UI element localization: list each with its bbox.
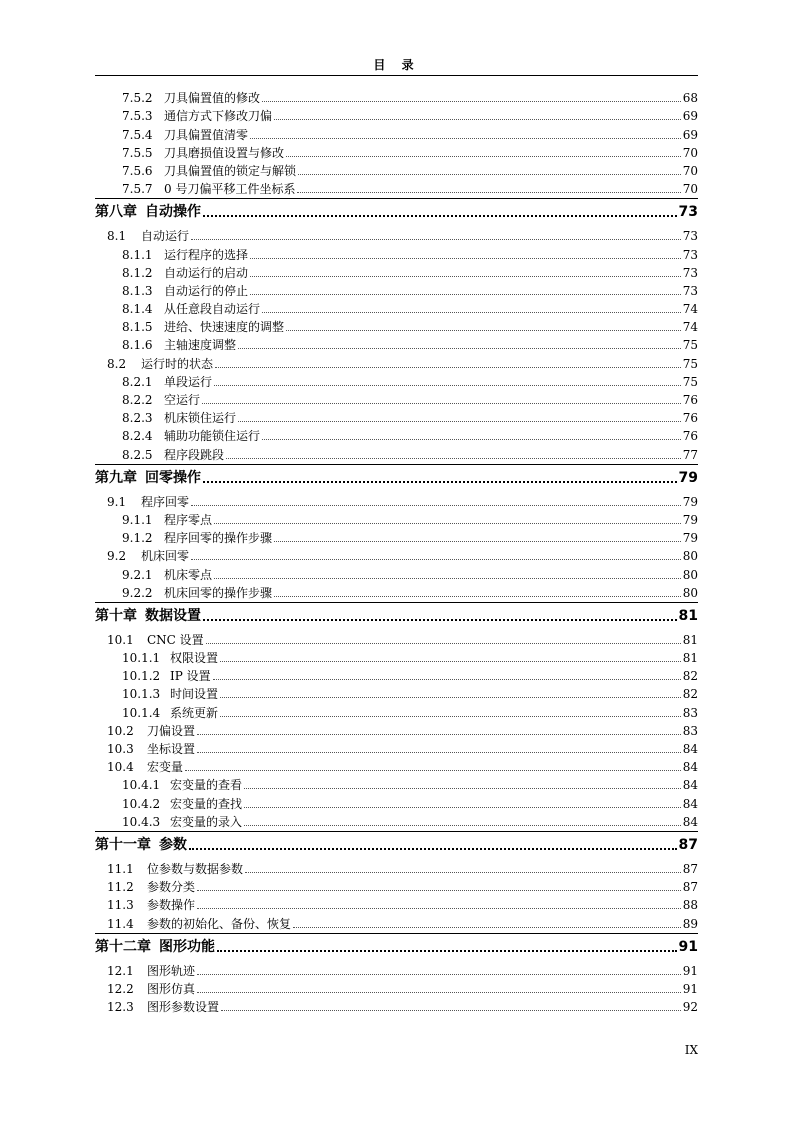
toc-entry-number: 10.2: [107, 723, 134, 738]
toc-entry-number: 第九章: [95, 469, 137, 486]
toc-entry[interactable]: [95, 142, 698, 160]
toc-entry-title: 进给、快速速度的调整: [164, 320, 285, 335]
toc-entry-page: 84: [682, 778, 698, 793]
toc-entry-number: 8.2.3: [122, 411, 153, 426]
dot-leader: [203, 215, 677, 217]
dot-leader: [297, 192, 680, 193]
toc-entry[interactable]: [95, 701, 698, 719]
toc-entry-title: 机床零点: [164, 567, 213, 582]
toc-entry-page: 70: [682, 145, 698, 160]
dot-leader: [244, 807, 681, 808]
toc-entry-page: 82: [682, 669, 698, 684]
toc-entry-number: 9.1.2: [122, 531, 153, 546]
toc-entry-number: 8.1.2: [122, 265, 153, 280]
toc-entry-title: 位参数与数据参数: [147, 861, 244, 876]
toc-entry-page: 92: [682, 1000, 698, 1015]
toc-entry[interactable]: [95, 389, 698, 407]
toc-entry-page: 76: [682, 393, 698, 407]
toc-entry-page: 77: [682, 447, 698, 462]
dot-leader: [214, 385, 681, 386]
toc-entry-number: 8.2: [107, 356, 127, 371]
toc-entry[interactable]: [95, 509, 698, 527]
toc-entry-title: CNC 设置: [147, 632, 204, 647]
toc-chapter-entry[interactable]: [95, 602, 698, 629]
toc-entry-page: 87: [678, 836, 698, 853]
dot-leader: [202, 403, 681, 404]
toc-entry[interactable]: [95, 425, 698, 443]
page-number: IX: [684, 1043, 698, 1057]
dot-leader: [197, 908, 681, 909]
toc-entry-title: 机床回零: [141, 549, 190, 564]
toc-entry-title: 参数的初始化、备份、恢复: [147, 916, 292, 931]
toc-entry[interactable]: [95, 123, 698, 141]
toc-entry-page: 84: [682, 742, 698, 756]
toc-entry[interactable]: [95, 243, 698, 261]
toc-entry-title: 参数分类: [147, 880, 196, 895]
toc-entry[interactable]: [95, 491, 698, 509]
toc-entry[interactable]: [95, 756, 698, 774]
toc-entry-number: 8.2.4: [122, 429, 153, 444]
toc-entry[interactable]: [95, 262, 698, 280]
toc-entry[interactable]: [95, 912, 698, 930]
toc-entry[interactable]: [95, 683, 698, 701]
toc-entry-number: 9.2: [107, 549, 127, 564]
toc-entry-title: 自动运行: [141, 229, 190, 244]
toc-entry-title: 程序段跳段: [164, 447, 225, 462]
toc-entry-number: 10.1.1: [122, 651, 161, 666]
toc-entry-title: IP 设置: [170, 669, 211, 684]
dot-leader: [250, 294, 681, 295]
toc-entry-title: 刀具磨损值设置与修改: [164, 145, 285, 160]
toc-entry-title: 单段运行: [164, 374, 213, 389]
toc-entry[interactable]: [95, 178, 698, 196]
toc-entry-page: 83: [682, 705, 698, 720]
toc-entry-page: 73: [682, 283, 698, 298]
toc-entry[interactable]: [95, 647, 698, 665]
toc-entry-number: 8.1.1: [122, 247, 153, 262]
toc-entry[interactable]: [95, 978, 698, 996]
dot-leader: [197, 752, 681, 753]
toc-entry-title: 刀具偏置值的修改: [164, 91, 261, 106]
toc-entry-number: 11.4: [107, 916, 134, 931]
toc-entry-title: 宏变量的查看: [170, 778, 243, 793]
toc-entry[interactable]: [95, 371, 698, 389]
toc-entry-title: 自动运行的启动: [164, 265, 249, 280]
toc-entry-number: 10.4.2: [122, 796, 161, 811]
toc-entry-title: 刀具偏置值清零: [164, 127, 249, 142]
page-header-title: 目 录: [373, 58, 420, 72]
toc-entry-title: 辅助功能锁住运行: [164, 429, 261, 444]
dot-leader: [238, 421, 681, 422]
toc-entry-title: 回零操作: [145, 469, 201, 486]
dot-leader: [221, 1010, 681, 1011]
toc-entry[interactable]: [95, 352, 698, 370]
toc-entry-page: 74: [682, 320, 698, 335]
toc-entry-number: 10.1.3: [122, 687, 161, 702]
toc-entry-number: 7.5.6: [122, 163, 153, 178]
toc-entry-page: 74: [682, 302, 698, 317]
dot-leader: [220, 697, 681, 698]
toc-entry-number: 第十一章: [95, 836, 151, 853]
toc-entry-page: 81: [682, 632, 698, 647]
toc-entry-page: 70: [682, 182, 698, 197]
toc-entry-number: 8.1.4: [122, 302, 153, 317]
dot-leader: [215, 367, 681, 368]
dot-leader: [185, 770, 681, 771]
toc-entry-page: 79: [682, 531, 698, 546]
toc-entry[interactable]: [95, 774, 698, 792]
toc-entry[interactable]: [95, 225, 698, 243]
dot-leader: [214, 578, 681, 579]
toc-entry-page: 87: [682, 861, 698, 876]
toc-entry-page: 89: [682, 916, 698, 931]
dot-leader: [274, 119, 681, 120]
toc-entry-number: 9.2.1: [122, 567, 153, 582]
dot-leader: [274, 596, 681, 597]
toc-entry-title: 参数操作: [147, 898, 196, 913]
toc-entry-page: 91: [682, 981, 698, 996]
toc-entry-page: 68: [682, 91, 698, 106]
toc-entry[interactable]: [95, 527, 698, 545]
header-rule: [95, 75, 698, 76]
dot-leader: [197, 734, 681, 735]
toc-entry-number: 10.1: [107, 632, 134, 647]
toc-entry-number: 9.2.2: [122, 585, 153, 600]
toc-entry-page: 75: [682, 374, 698, 389]
toc-entry-title: 系统更新: [170, 705, 219, 720]
toc-entry-page: 75: [682, 338, 698, 353]
toc-entry-number: 7.5.5: [122, 145, 153, 160]
toc-entry-title: 自动操作: [145, 204, 201, 221]
toc-entry-number: 7.5.7: [122, 182, 153, 197]
dot-leader: [250, 276, 681, 277]
toc-entry[interactable]: [95, 629, 698, 647]
toc-entry-page: 73: [682, 247, 698, 262]
toc-entry-number: 7.5.2: [122, 91, 153, 106]
toc-entry[interactable]: [95, 298, 698, 316]
toc-entry-page: 79: [682, 512, 698, 527]
toc-entry-page: 69: [682, 109, 698, 124]
toc-entry-title: 刀偏设置: [147, 723, 196, 738]
toc-entry[interactable]: [95, 87, 698, 105]
dot-leader: [197, 974, 681, 975]
toc-entry-number: 8.1.6: [122, 338, 153, 353]
toc-entry-number: 8.1.5: [122, 320, 153, 335]
toc-entry[interactable]: [95, 720, 698, 738]
toc-entry[interactable]: [95, 563, 698, 581]
toc-entry-number: 10.1.4: [122, 705, 161, 720]
toc-entry-number: 10.3: [107, 742, 134, 756]
toc-entry-title: 权限设置: [170, 651, 219, 666]
toc-entry-number: 9.1.1: [122, 512, 153, 527]
toc-entry-page: 73: [678, 204, 698, 221]
toc-entry[interactable]: [95, 894, 698, 912]
toc-entry-title: 运行时的状态: [141, 356, 214, 371]
toc-entry[interactable]: [95, 105, 698, 123]
toc-entry-title: 程序回零: [141, 494, 190, 509]
toc-entry[interactable]: [95, 811, 698, 829]
toc-entry-number: 11.1: [107, 861, 134, 876]
toc-entry-title: 时间设置: [170, 687, 219, 702]
dot-leader: [262, 101, 681, 102]
toc-entry-title: 图形仿真: [147, 981, 196, 996]
dot-leader: [189, 848, 677, 850]
toc-entry-title: 主轴速度调整: [164, 338, 237, 353]
toc-entry-title: 机床回零的操作步骤: [164, 585, 273, 600]
toc-entry-number: 11.3: [107, 898, 134, 913]
toc-entry-number: 10.1.2: [122, 669, 161, 684]
toc-entry-title: 数据设置: [145, 607, 201, 624]
toc-entry-page: 87: [682, 880, 698, 895]
toc-entry[interactable]: [95, 407, 698, 425]
toc-chapter-entry[interactable]: [95, 198, 698, 225]
toc-entry-title: 通信方式下修改刀偏: [164, 109, 273, 124]
dot-leader: [191, 559, 681, 560]
toc-entry-number: 10.4.1: [122, 778, 161, 793]
toc-entry-number: 8.2.5: [122, 447, 153, 462]
dot-leader: [217, 950, 677, 952]
toc-entry-number: 12.1: [107, 963, 134, 978]
toc-entry-page: 80: [682, 567, 698, 582]
dot-leader: [197, 992, 681, 993]
toc-entry[interactable]: [95, 792, 698, 810]
toc-entry-title: 0 号刀偏平移工件坐标系: [164, 182, 296, 197]
toc-entry-page: 83: [682, 723, 698, 738]
toc-entry-number: 第十二章: [95, 938, 151, 955]
toc-chapter-entry[interactable]: [95, 831, 698, 858]
dot-leader: [203, 619, 677, 621]
toc-entry-title: 空运行: [164, 393, 201, 407]
toc-entry-title: 图形轨迹: [147, 963, 196, 978]
toc-entry-title: 程序回零的操作步骤: [164, 531, 273, 546]
toc-entry[interactable]: [95, 334, 698, 352]
toc-entry-title: 图形参数设置: [147, 1000, 220, 1015]
toc-entry-page: 80: [682, 585, 698, 600]
toc-entry-page: 69: [682, 127, 698, 142]
toc-entry-number: 7.5.4: [122, 127, 153, 142]
toc-entry-title: 坐标设置: [147, 742, 196, 756]
toc-entry-page: 91: [682, 963, 698, 978]
toc-entry-page: 91: [678, 938, 698, 955]
toc-entry-number: 7.5.3: [122, 109, 153, 124]
dot-leader: [286, 156, 681, 157]
dot-leader: [298, 174, 681, 175]
toc-entry[interactable]: [95, 960, 698, 978]
toc-entry-title: 图形功能: [159, 938, 215, 955]
dot-leader: [262, 312, 681, 313]
toc-entry-page: 73: [682, 265, 698, 280]
toc-entry[interactable]: [95, 858, 698, 876]
dot-leader: [214, 523, 681, 524]
dot-leader: [286, 330, 681, 331]
toc-entry-page: 79: [678, 469, 698, 486]
toc-entry-number: 12.3: [107, 1000, 134, 1015]
toc-entry[interactable]: [95, 443, 698, 461]
table-of-contents: [95, 87, 698, 1014]
dot-leader: [293, 927, 681, 928]
toc-entry-page: 70: [682, 163, 698, 178]
dot-leader: [226, 458, 681, 459]
dot-leader: [244, 788, 681, 789]
toc-entry-page: 84: [682, 796, 698, 811]
dot-leader: [220, 661, 681, 662]
dot-leader: [245, 872, 681, 873]
toc-entry-number: 8.2.1: [122, 374, 153, 389]
toc-entry-title: 机床锁住运行: [164, 411, 237, 426]
dot-leader: [203, 481, 677, 483]
toc-entry-page: 88: [682, 898, 698, 913]
dot-leader: [206, 643, 681, 644]
toc-chapter-entry[interactable]: [95, 464, 698, 491]
toc-entry-page: 76: [682, 411, 698, 426]
dot-leader: [262, 439, 681, 440]
toc-entry-title: 自动运行的停止: [164, 283, 249, 298]
toc-entry-number: 9.1: [107, 494, 127, 509]
toc-entry-number: 10.4: [107, 760, 134, 775]
toc-entry-title: 刀具偏置值的锁定与解锁: [164, 163, 297, 178]
dot-leader: [197, 890, 681, 891]
toc-entry-number: 11.2: [107, 880, 134, 895]
dot-leader: [213, 679, 681, 680]
toc-entry-page: 81: [682, 651, 698, 666]
toc-entry-number: 10.4.3: [122, 814, 161, 829]
dot-leader: [244, 825, 681, 826]
dot-leader: [274, 541, 681, 542]
toc-entry[interactable]: [95, 582, 698, 600]
toc-entry-page: 76: [682, 429, 698, 444]
toc-entry-page: 75: [682, 356, 698, 371]
toc-entry-title: 宏变量的录入: [170, 814, 243, 829]
toc-entry[interactable]: [95, 160, 698, 178]
toc-entry-number: 12.2: [107, 981, 134, 996]
toc-entry[interactable]: [95, 665, 698, 683]
toc-entry[interactable]: [95, 316, 698, 334]
toc-entry-page: 82: [682, 687, 698, 702]
toc-entry-number: 第十章: [95, 607, 137, 624]
toc-entry-title: 运行程序的选择: [164, 247, 249, 262]
toc-entry-page: 79: [682, 494, 698, 509]
toc-entry-title: 参数: [159, 836, 187, 853]
dot-leader: [220, 716, 681, 717]
dot-leader: [250, 258, 681, 259]
toc-entry-page: 80: [682, 549, 698, 564]
toc-entry-title: 宏变量的查找: [170, 796, 243, 811]
toc-entry[interactable]: [95, 738, 698, 756]
toc-chapter-entry[interactable]: [95, 933, 698, 960]
toc-entry-number: 8.2.2: [122, 393, 153, 407]
dot-leader: [238, 348, 681, 349]
toc-entry[interactable]: [95, 545, 698, 563]
toc-entry-page: 84: [682, 814, 698, 829]
toc-entry-number: 第八章: [95, 204, 137, 221]
toc-entry-title: 宏变量: [147, 760, 184, 775]
dot-leader: [191, 239, 681, 240]
toc-entry-page: 81: [678, 607, 698, 624]
toc-entry-number: 8.1.3: [122, 283, 153, 298]
toc-entry-number: 8.1: [107, 229, 127, 244]
toc-entry[interactable]: [95, 280, 698, 298]
toc-entry-page: 84: [682, 760, 698, 775]
dot-leader: [250, 138, 681, 139]
dot-leader: [191, 505, 681, 506]
toc-entry[interactable]: [95, 996, 698, 1014]
toc-entry-title: 程序零点: [164, 512, 213, 527]
toc-entry[interactable]: [95, 876, 698, 894]
toc-entry-title: 从任意段自动运行: [164, 302, 261, 317]
toc-entry-page: 73: [682, 229, 698, 244]
